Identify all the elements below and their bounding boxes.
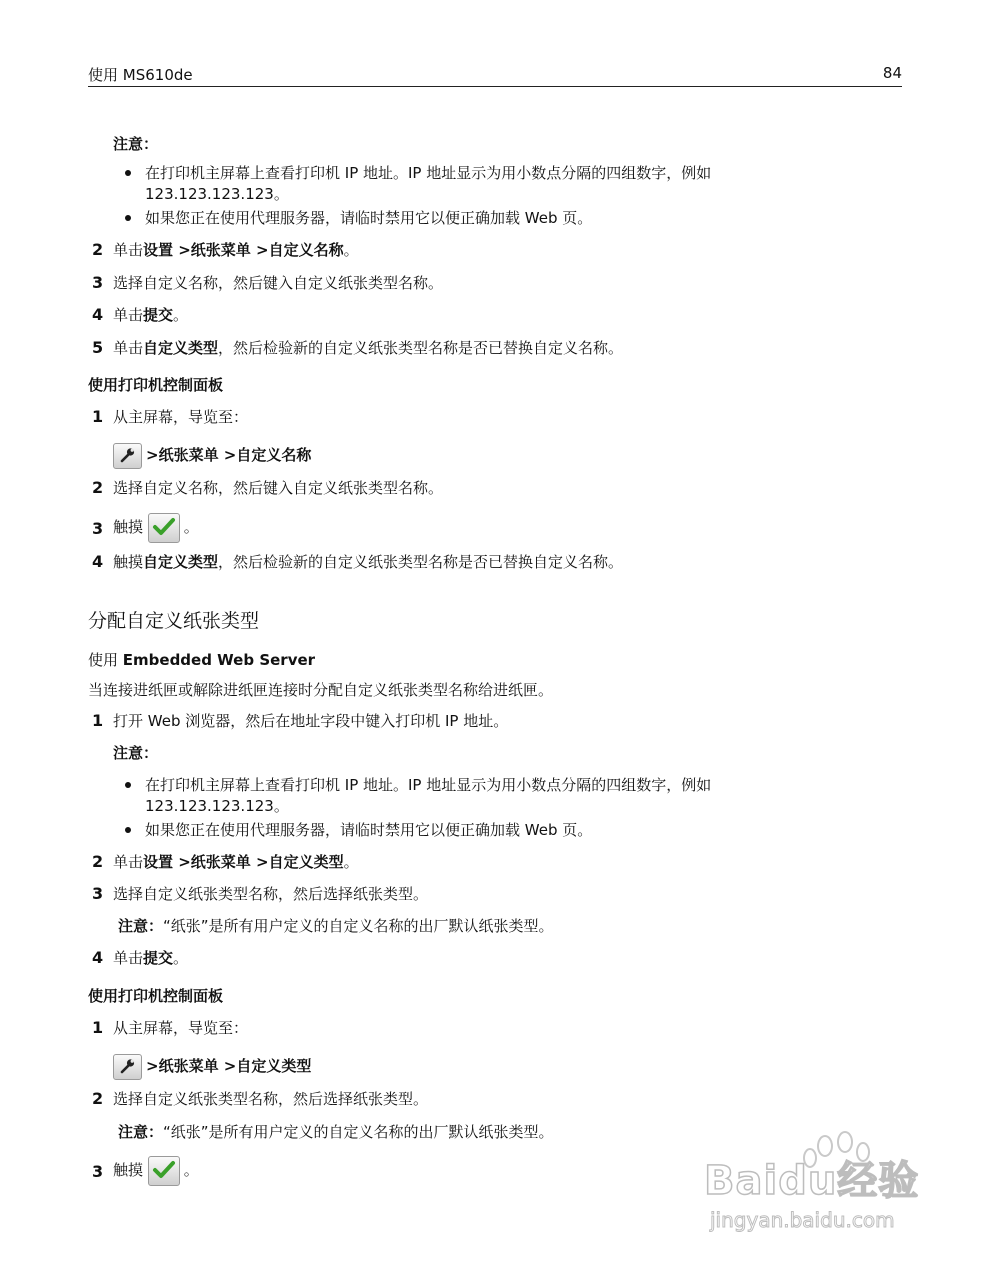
subheading: 使用打印机控制面板 xyxy=(88,987,224,1005)
nav-path-text: >纸张菜单 >自定义名称 xyxy=(146,446,312,464)
note-bullet-proxy: 如果您正在使用代理服务器，请临时禁用它以便正确加载 Web 页。 xyxy=(145,209,593,227)
step-number: 1 xyxy=(92,407,104,426)
step-text: 打开 Web 浏览器，然后在地址字段中键入打印机 IP 地址。 xyxy=(113,712,509,730)
step-number: 2 xyxy=(92,1089,104,1108)
ews-term: Embedded Web Server xyxy=(122,651,316,669)
step-text: 从主屏幕，导览至： xyxy=(113,408,249,426)
submit-term: 提交 xyxy=(143,306,174,324)
step-number: 1 xyxy=(92,711,104,730)
header-title: 使用 MS610de xyxy=(88,66,193,84)
step-number: 2 xyxy=(92,852,104,871)
page-header xyxy=(88,64,902,87)
step-text: 从主屏幕，导览至： xyxy=(113,1019,249,1037)
wrench-icon xyxy=(113,1054,142,1080)
step-text: 选择自定义名称，然后键入自定义纸张类型名称。 xyxy=(113,479,444,497)
step-number: 4 xyxy=(92,305,104,324)
step-text: 选择自定义名称，然后键入自定义纸张类型名称。 xyxy=(113,274,444,292)
note-label: 注意： xyxy=(118,917,164,935)
subheading: 使用 Embedded Web Server xyxy=(88,651,316,669)
step-text: 单击提交。 xyxy=(113,306,189,324)
step-number: 4 xyxy=(92,948,104,967)
menu-path: 设置 >纸张菜单 >自定义名称 xyxy=(143,241,344,259)
step-number: 3 xyxy=(92,1162,104,1181)
subheading: 使用打印机控制面板 xyxy=(88,376,224,394)
nav-path xyxy=(113,442,311,469)
step-number: 2 xyxy=(92,240,104,259)
bullet-dot xyxy=(125,827,131,833)
note-label: 注意： xyxy=(113,135,159,153)
custom-types-term: 自定义类型 xyxy=(143,553,219,571)
bullet-dot xyxy=(125,170,131,176)
watermark-url: jingyan.baidu.com xyxy=(710,1208,895,1232)
step-number: 3 xyxy=(92,273,104,292)
step-text: 单击设置 >纸张菜单 >自定义名称。 xyxy=(113,241,359,259)
menu-path: 设置 >纸张菜单 >自定义类型 xyxy=(143,853,344,871)
note-line: 注意：“纸张”是所有用户定义的自定义名称的出厂默认纸张类型。 xyxy=(118,917,554,935)
note-bullet-ip-example: 123.123.123.123。 xyxy=(145,185,289,203)
note-label: 注意： xyxy=(118,1123,164,1141)
submit-term: 提交 xyxy=(143,949,174,967)
note-label: 注意： xyxy=(113,744,159,762)
step-number: 2 xyxy=(92,478,104,497)
nav-path xyxy=(113,1053,311,1080)
step-number: 4 xyxy=(92,552,104,571)
bullet-dot xyxy=(125,215,131,221)
step-number: 3 xyxy=(92,519,104,538)
step-text: 单击提交。 xyxy=(113,949,189,967)
bullet-dot xyxy=(125,782,131,788)
baidu-watermark xyxy=(700,1128,940,1238)
page-number: 84 xyxy=(882,64,902,82)
note-bullet-ip: 在打印机主屏幕上查看打印机 IP 地址。IP 地址显示为用小数点分隔的四组数字，例如 xyxy=(145,164,712,182)
step-text: 选择自定义纸张类型名称，然后选择纸张类型。 xyxy=(113,1090,429,1108)
custom-types-term: 自定义类型 xyxy=(143,339,219,357)
check-icon xyxy=(148,513,180,543)
step-text: 选择自定义纸张类型名称，然后选择纸张类型。 xyxy=(113,885,429,903)
step-text: 触摸自定义类型，然后检验新的自定义纸张类型名称是否已替换自定义名称。 xyxy=(113,553,624,571)
note-bullet-proxy: 如果您正在使用代理服务器，请临时禁用它以便正确加载 Web 页。 xyxy=(145,821,593,839)
intro-paragraph: 当连接进纸匣或解除进纸匣连接时分配自定义纸张类型名称给进纸匣。 xyxy=(88,681,554,699)
note-line: 注意：“纸张”是所有用户定义的自定义名称的出厂默认纸张类型。 xyxy=(118,1123,554,1141)
section-title: 分配自定义纸张类型 xyxy=(88,610,260,632)
step-number: 5 xyxy=(92,338,104,357)
wrench-icon xyxy=(113,443,142,469)
step-text: 单击设置 >纸张菜单 >自定义类型。 xyxy=(113,853,359,871)
step-text: 单击自定义类型，然后检验新的自定义纸张类型名称是否已替换自定义名称。 xyxy=(113,339,624,357)
note-bullet-ip-example: 123.123.123.123。 xyxy=(145,797,289,815)
step-text: 触摸 。 xyxy=(113,512,199,543)
step-number: 3 xyxy=(92,884,104,903)
note-bullet-ip: 在打印机主屏幕上查看打印机 IP 地址。IP 地址显示为用小数点分隔的四组数字，例如 xyxy=(145,776,712,794)
watermark-brand: Baidu经验 xyxy=(704,1158,920,1204)
nav-path-text: >纸张菜单 >自定义类型 xyxy=(146,1057,312,1075)
step-number: 1 xyxy=(92,1018,104,1037)
step-text: 触摸 。 xyxy=(113,1155,199,1186)
check-icon xyxy=(148,1156,180,1186)
